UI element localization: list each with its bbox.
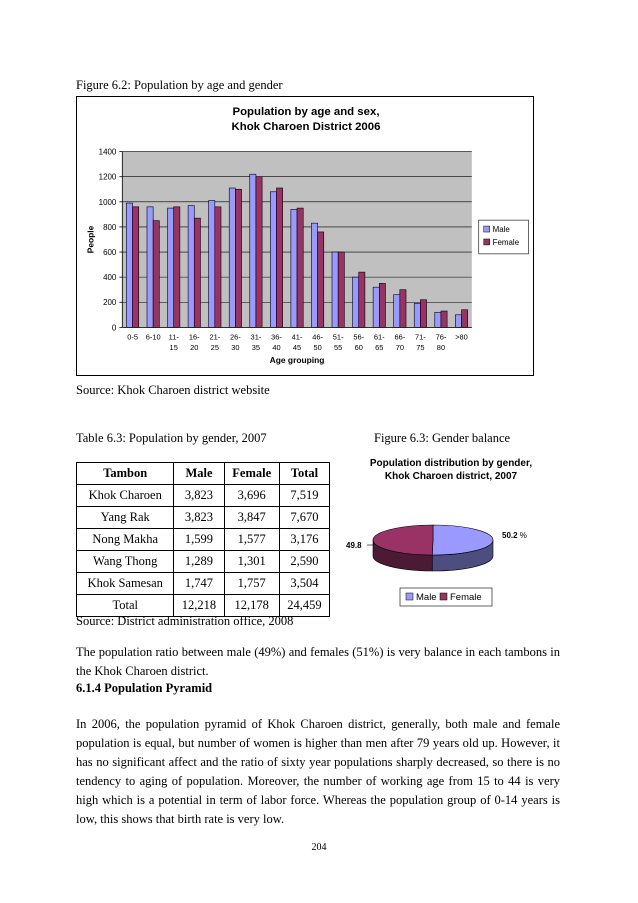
y-tick-label: 1000 [98,197,117,207]
figure-6-2-caption: Figure 6.2: Population by age and gender [76,78,283,92]
x-tick-label: 30 [231,343,240,353]
bar-male [168,208,174,327]
x-tick-label: 61- [373,332,385,342]
bar-male [229,188,235,327]
table-header-cell: Total [279,463,329,485]
table-cell: 1,599 [174,529,224,551]
table-cell: 1,301 [224,551,279,573]
bar-female [256,177,262,328]
table-row [77,551,330,573]
bar-female [235,189,241,327]
bar-male [332,252,338,327]
bar-female [400,290,406,328]
x-tick-label: 16- [188,332,200,342]
table-cell: 12,178 [224,595,279,617]
pie-label-male-unit: % [517,531,527,540]
y-tick-label: 0 [111,323,117,333]
table-cell: 7,670 [279,507,329,529]
pie-legend [400,588,492,606]
x-tick-label: 70 [395,343,404,353]
table-cell: Total [77,595,174,617]
bar-male [435,312,441,327]
legend-swatch [484,226,490,232]
bar-male [455,315,461,328]
x-tick-label: 51- [332,332,344,342]
x-tick-label: 35 [251,343,261,353]
table-cell: 3,847 [224,507,279,529]
x-tick-label: 11- [168,332,179,342]
x-tick-label: 60 [354,343,363,353]
table-cell: 1,757 [224,573,279,595]
table-cell: Khok Samesan [77,573,174,595]
bar-female [133,207,139,328]
table-row [77,507,330,529]
bar-male [414,303,420,327]
bar-female [194,218,200,327]
x-tick-label: 76- [435,332,447,342]
legend-label: Male [492,225,510,235]
y-tick-label: 400 [103,273,117,283]
age-sex-bar-chart [76,96,534,376]
x-tick-label: 25 [210,343,219,353]
bar-male [311,223,317,327]
bar-female [153,221,159,328]
x-tick-label: 40 [272,343,281,353]
legend-label: Female [492,237,520,247]
table-cell: 1,577 [224,529,279,551]
x-tick-label: 50 [313,343,322,353]
paragraph-gender-ratio: The population ratio between male (49%) and females (51%) is very balance in each tambons in the Khok Charoen district. [76,645,560,678]
table-cell: 3,823 [174,507,224,529]
bar-male [188,206,194,328]
table-cell: 2,590 [279,551,329,573]
x-tick-label: 56- [353,332,365,342]
bar-male [373,287,379,327]
table-header-cell: Tambon [77,463,174,485]
bar-female [379,283,385,327]
bar-male [270,192,276,328]
x-axis-title: Age grouping [269,355,325,366]
table-cell: 1,747 [174,573,224,595]
bar-male [147,207,153,328]
table-cell: 24,459 [279,595,329,617]
table-row [77,485,330,507]
bar-male [394,295,400,328]
x-tick-label: 55 [334,343,343,353]
bar-female [420,300,426,328]
table-header-cell: Female [224,463,279,485]
table-row [77,573,330,595]
paragraph-population-pyramid: In 2006, the population pyramid of Khok Charoen district, generally, both male and female population is equal, but number of women is higher than men after 79 years old up. However, it has no significant affect and the ratio of sixty year populations sharply decreased, so there is no tendency to aging of population. Moreover, the number of working age from 15 to 44 is very high which is a potential in term of labor force. Whereas the population group of 0-14 years is low, this shows that birth rate is very low. [76,717,560,826]
chart-legend [479,220,529,254]
x-tick-label: 80 [436,343,446,353]
x-tick-label: 46- [312,332,323,342]
bar-female [462,310,468,328]
bar-female [441,311,447,327]
section-heading: 6.1.4 Population Pyramid [76,681,213,695]
x-tick-label: 75 [416,343,425,353]
table-cell: 3,823 [174,485,224,507]
bar-male [250,174,256,327]
x-tick-label: 20 [190,343,199,353]
bar-female [215,207,221,328]
y-tick-label: 1200 [98,172,117,182]
chart-title-line: Population by age and sex, [232,105,380,118]
population-gender-table [76,462,330,617]
table-cell: 3,504 [279,573,329,595]
bar-male [291,209,297,327]
table-6-3-caption: Table 6.3: Population by gender, 2007 [76,431,267,445]
table-cell: 3,176 [279,529,329,551]
pie-title-line: Khok Charoen district, 2007 [384,471,518,482]
table-header-cell: Male [174,463,224,485]
table-cell: Yang Rak [77,507,174,529]
pie-label-male [502,531,527,540]
pie-title-line: Population distribution by gender, [369,458,533,469]
table-cell: 7,519 [279,485,329,507]
x-tick-label: 31- [250,332,262,342]
y-tick-label: 800 [103,222,117,232]
x-tick-label: 65 [375,343,384,353]
table-row [77,529,330,551]
table-cell: Nong Makha [77,529,174,551]
y-tick-label: 200 [103,298,117,308]
bar-male [126,203,132,327]
x-tick-label: 21- [209,332,221,342]
chart-title-line: Khok Charoen District 2006 [231,120,381,133]
x-tick-label: 0-5 [127,332,138,342]
x-tick-label: 36- [271,332,282,342]
figure-6-2-source: Source: Khok Charoen district website [76,383,270,397]
bar-female [276,188,282,327]
x-tick-label: 15 [169,343,178,353]
x-tick-label: 6-10 [145,332,161,342]
x-tick-label: 71- [415,332,426,342]
pie-legend-swatch-female [440,593,447,600]
y-axis-title: People [85,225,96,254]
pie-legend-swatch-male [406,593,413,600]
bar-female [359,272,365,327]
legend-swatch [484,239,490,245]
table-cell: 1,289 [174,551,224,573]
bar-female [297,208,303,327]
pie-label-female: 49.8 [346,541,362,550]
page-number: 204 [311,842,327,853]
table-cell: Wang Thong [77,551,174,573]
table-cell: 12,218 [174,595,224,617]
y-tick-label: 600 [103,248,117,258]
bar-male [353,277,359,327]
bar-female [318,232,324,327]
pie-label-male-value: 50.2 [502,531,518,540]
table-6-3-source: Source: District administration office, 2008 [76,614,294,628]
table-header-row [77,463,330,485]
figure-6-3-caption: Figure 6.3: Gender balance [374,431,511,445]
bar-female [174,207,180,328]
table-cell: 3,696 [224,485,279,507]
x-tick-label: 45 [292,343,302,353]
x-tick-label: 66- [394,332,406,342]
bar-male [209,201,215,328]
table-cell: Khok Charoen [77,485,174,507]
gender-pie-chart [336,452,564,612]
pie-legend-label: Female [450,592,482,603]
x-tick-label: >80 [455,332,468,342]
pie-legend-label: Male [416,592,437,603]
bar-female [338,252,344,327]
y-tick-label: 1400 [98,147,117,157]
x-tick-label: 41- [291,332,303,342]
x-tick-label: 26- [230,332,241,342]
